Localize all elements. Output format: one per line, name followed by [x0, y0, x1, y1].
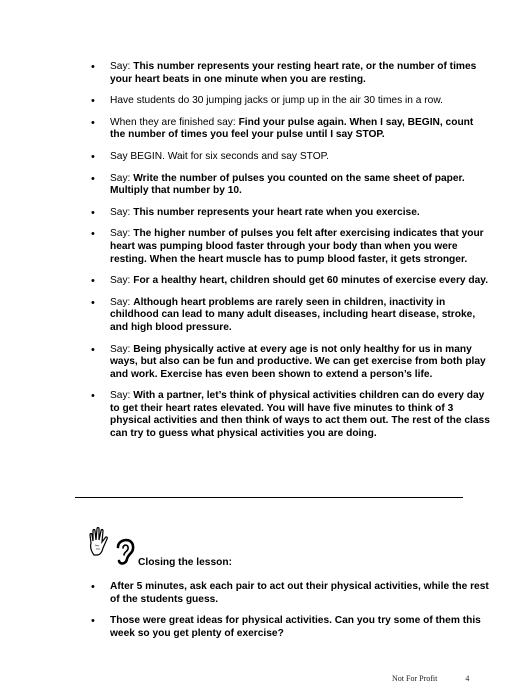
- item-text: Have students do 30 jumping jacks or jump up in the air 30 times in a row.: [110, 95, 443, 107]
- say-prefix: Say:: [110, 390, 131, 402]
- page-footer: [392, 674, 469, 683]
- say-prefix: Say:: [110, 172, 131, 184]
- item-text: This number represents your resting heart rate, or the number of times your heart beats in one minute when you are resting.: [110, 61, 477, 85]
- list-item: [91, 151, 491, 164]
- list-item: [91, 61, 491, 86]
- closing-title: Closing the lesson:: [138, 557, 232, 568]
- list-item: [91, 297, 491, 335]
- item-text: The higher number of pulses you felt after exercising indicates that your heart was pumping blood faster through your body than when you were resting. When the heart muscle has to pump blood faster, it gets stronger.: [110, 228, 484, 265]
- item-text: Write the number of pulses you counted on the same sheet of paper. Multiply that number by 10.: [110, 172, 465, 197]
- say-prefix: When they are finished say:: [110, 116, 236, 128]
- item-text: For a healthy heart, children should get 60 minutes of exercise every day.: [133, 275, 489, 287]
- item-text: Say BEGIN. Wait for six seconds and say STOP.: [110, 150, 329, 162]
- bullet-icon: •: [91, 116, 95, 129]
- item-text: Being physically active at every age is not only healthy for us in many ways, but also can be fun and productive. We can get exercise from both play and work. Exercise has even been shown to extend a person’s life.: [110, 343, 486, 380]
- bullet-icon: •: [91, 390, 95, 403]
- closing-header: [86, 527, 286, 567]
- list-item: [91, 117, 491, 142]
- say-prefix: Say:: [110, 228, 131, 240]
- bullet-icon: •: [91, 206, 95, 219]
- bullet-icon: •: [91, 95, 95, 108]
- bullet-icon: •: [91, 172, 95, 185]
- item-text: Although heart problems are rarely seen in children, inactivity in childhood can lead to many adult diseases, including heart disease, stroke, and high blood pressure.: [110, 296, 476, 333]
- say-prefix: Say:: [110, 61, 131, 72]
- say-prefix: Say:: [110, 206, 131, 218]
- instruction-list: [91, 61, 491, 441]
- item-text: With a partner, let’s think of physical activities children can do every day to get their heart rates elevated. You will have five minutes to think of 3 physical activities and then think of ways to act them out. The rest of the class can try to guess what physical activities you are doing.: [110, 390, 490, 440]
- item-text: Those were great ideas for physical activities. Can you try some of them this week so you get plenty of exercise?: [110, 615, 481, 639]
- ear-icon: [114, 535, 136, 567]
- bullet-icon: •: [91, 615, 95, 628]
- section-divider: [75, 497, 463, 498]
- bullet-icon: •: [91, 150, 95, 163]
- list-item: [91, 173, 491, 198]
- say-prefix: Say:: [110, 296, 131, 308]
- list-item: [91, 207, 491, 220]
- page-number: 4: [465, 674, 470, 683]
- list-item: [91, 275, 491, 288]
- bullet-icon: •: [91, 61, 95, 73]
- hand-icon: [86, 527, 116, 557]
- bullet-icon: •: [91, 343, 95, 356]
- list-item: [91, 95, 491, 108]
- bullet-icon: •: [91, 275, 95, 288]
- bullet-icon: •: [91, 581, 95, 593]
- list-item: [91, 390, 491, 440]
- item-text: Find your pulse again. When I say, BEGIN, count the number of times you feel your pulse until I say STOP.: [110, 116, 474, 141]
- list-item: [91, 228, 491, 266]
- list-item: [91, 615, 491, 640]
- list-item: [91, 344, 491, 382]
- item-text: After 5 minutes, ask each pair to act out their physical activities, while the rest of the students guess.: [110, 581, 489, 605]
- say-prefix: Say:: [110, 343, 131, 355]
- bullet-icon: •: [91, 296, 95, 309]
- list-item: [91, 581, 491, 606]
- bullet-icon: •: [91, 228, 95, 241]
- footer-label: Not For Profit: [392, 674, 438, 683]
- closing-list: [91, 581, 491, 640]
- item-text: This number represents your heart rate when you exercise.: [133, 206, 420, 218]
- say-prefix: Say:: [110, 275, 131, 287]
